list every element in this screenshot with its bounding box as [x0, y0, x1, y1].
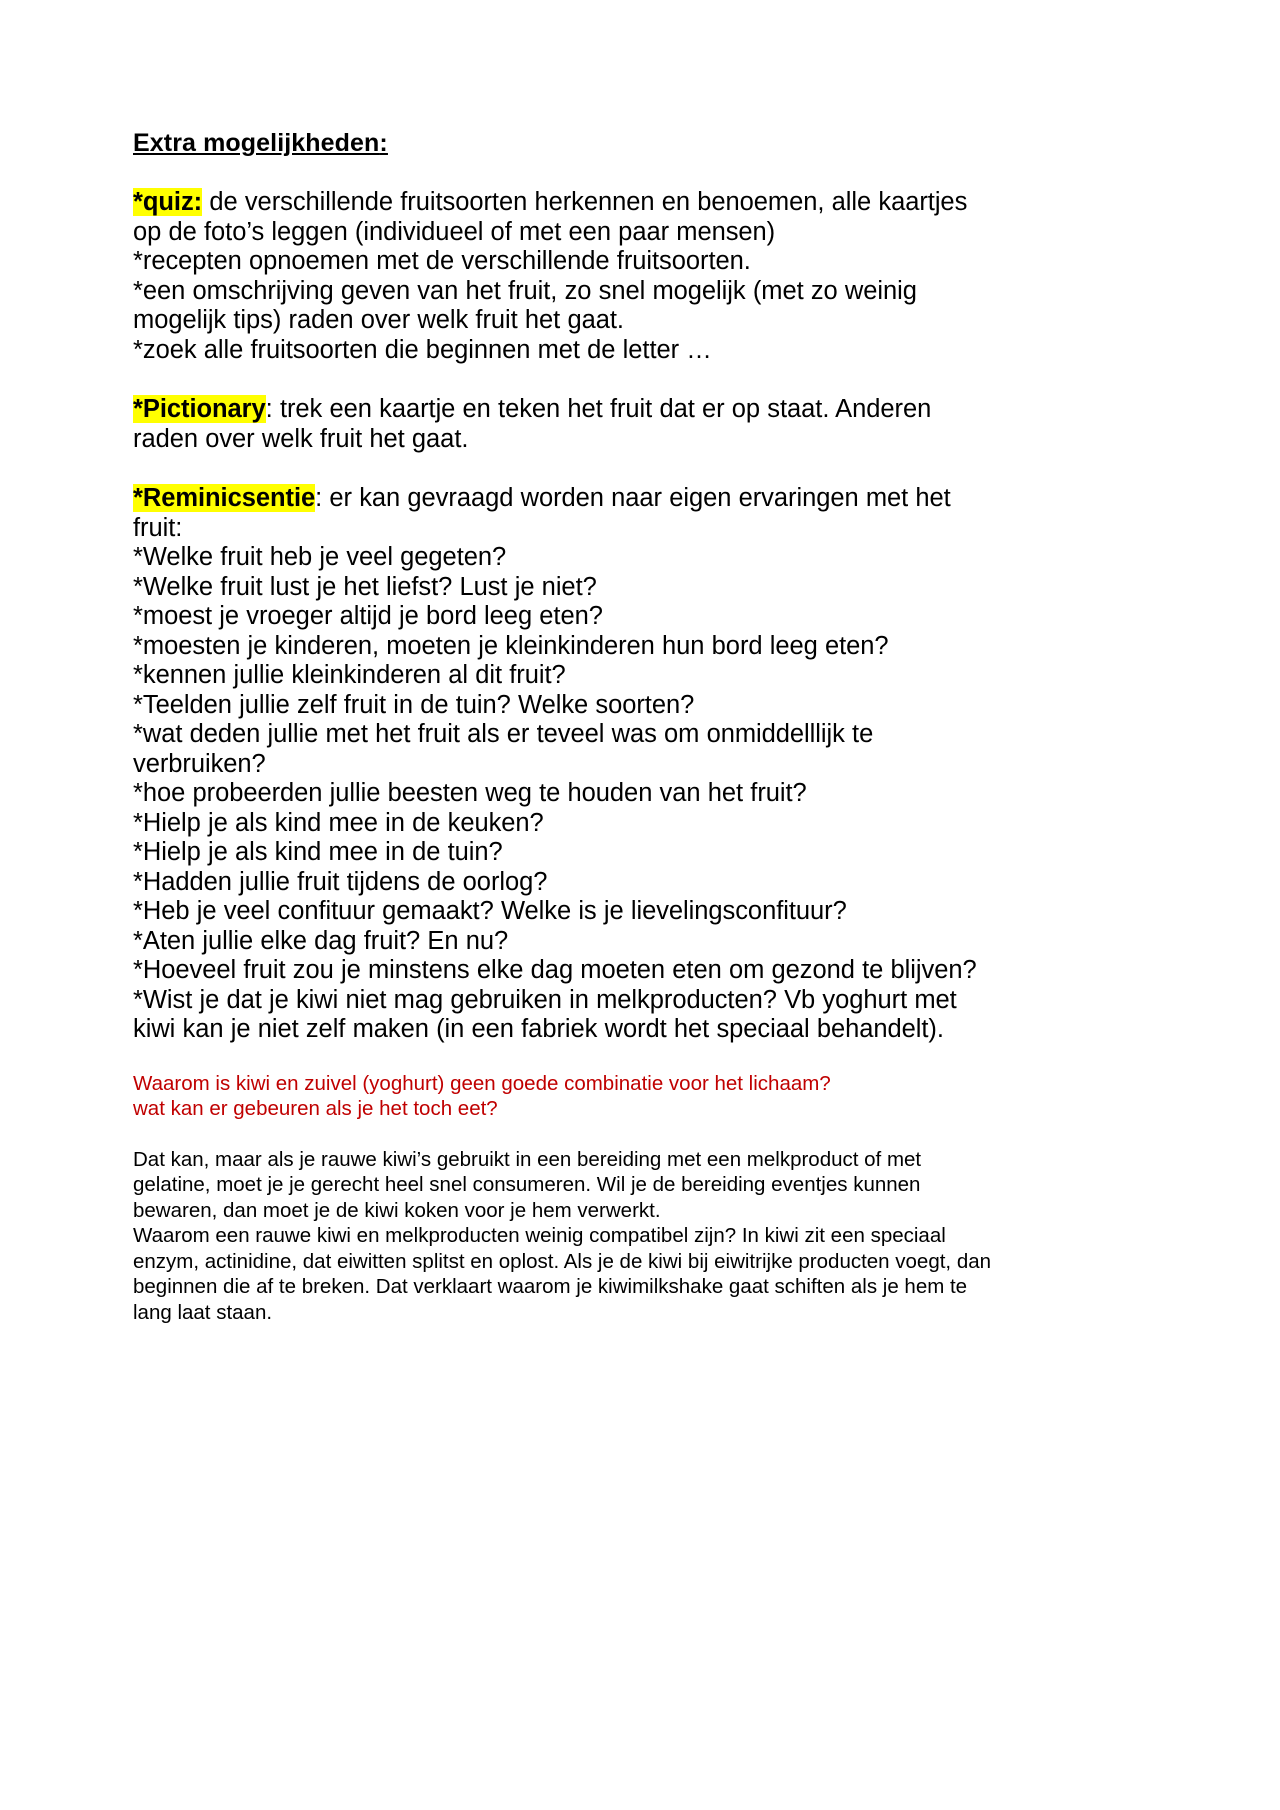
reminicsentie-question: *Welke fruit heb je veel gegeten? — [133, 543, 507, 571]
page-title-colon: : — [379, 129, 388, 157]
reminicsentie-question: *Aten jullie elke dag fruit? En nu? — [133, 926, 509, 955]
reminicsentie-question: *Hielp je als kind mee in de tuin? — [133, 838, 503, 866]
section-quiz — [133, 188, 993, 365]
pictionary-label-colon: : — [265, 395, 273, 423]
pictionary-body: trek een kaartje en teken het fruit dat er op staat. Anderen raden over welk fruit het gaat. — [133, 395, 932, 453]
reminicsentie-question: *Teelden jullie zelf fruit in de tuin? Welke soorten? — [133, 690, 695, 719]
reminicsentie-label-colon: : — [315, 484, 323, 512]
reminicsentie-question: *moesten je kinderen, moeten je kleinkinderen hun bord leeg eten? — [133, 631, 889, 660]
section-reminicsentie — [133, 484, 993, 1045]
red-question-block — [133, 1071, 993, 1121]
reminicsentie-question: *Welke fruit lust je het liefst? Lust je niet? — [133, 572, 597, 601]
quiz-first-line — [133, 188, 993, 247]
red-question-line-2: wat kan er gebeuren als je het toch eet? — [133, 1096, 498, 1120]
spacer — [133, 454, 993, 484]
spacer — [133, 158, 993, 188]
closing-block — [133, 1147, 993, 1326]
reminicsentie-question: *kennen jullie kleinkinderen al dit fruit? — [133, 661, 566, 689]
section-pictionary — [133, 395, 993, 454]
spacer — [133, 1045, 993, 1071]
reminicsentie-question: *Wist je dat je kiwi niet mag gebruiken in melkproducten? Vb yoghurt met kiwi kan je niet zelf maken (in een fabriek wordt het speciaal behandelt). — [133, 985, 957, 1043]
reminicsentie-label: *Reminicsentie — [133, 484, 316, 512]
quiz-label-highlight — [133, 188, 202, 216]
page-title — [133, 128, 993, 158]
reminicsentie-label-highlight — [133, 484, 315, 512]
reminicsentie-question: *Heb je veel confituur gemaakt? Welke is je lievelingsconfituur? — [133, 897, 847, 925]
quiz-line-2: *recepten opnoemen met de verschillende fruitsoorten. — [133, 247, 751, 275]
red-question-line-1: Waarom is kiwi en zuivel (yoghurt) geen goede combinatie voor het lichaam? — [133, 1071, 831, 1095]
reminicsentie-question: *Hadden jullie fruit tijdens de oorlog? — [133, 867, 548, 896]
pictionary-label: *Pictionary — [133, 395, 266, 423]
spacer — [133, 365, 993, 395]
page-title-text: Extra mogelijkheden — [133, 129, 380, 157]
quiz-label-colon: : — [193, 188, 203, 216]
spacer — [133, 1121, 993, 1147]
reminicsentie-question: *hoe probeerden jullie beesten weg te houden van het fruit? — [133, 779, 807, 807]
reminicsentie-intro: er kan gevraagd worden naar eigen ervaringen met het fruit: — [133, 484, 951, 542]
quiz-line-3: *een omschrijving geven van het fruit, zo snel mogelijk (met zo weinig mogelijk tips) raden over welk fruit het gaat. — [133, 276, 917, 334]
reminicsentie-intro-line — [133, 484, 993, 543]
reminicsentie-question: *Hielp je als kind mee in de keuken? — [133, 808, 544, 837]
reminicsentie-question: *wat deden jullie met het fruit als er teveel was om onmiddelllijk te verbruiken? — [133, 720, 874, 778]
quiz-line-4: *zoek alle fruitsoorten die beginnen met de letter … — [133, 335, 712, 364]
quiz-line-1: de verschillende fruitsoorten herkennen en benoemen, alle kaartjes op de foto’s leggen (individueel of met een paar mensen) — [133, 188, 968, 246]
closing-paragraph-2: Waarom een rauwe kiwi en melkproducten weinig compatibel zijn? In kiwi zit een speciaal enzym, actinidine, dat eiwitten splitst en oplost. Als je de kiwi bij eiwitrijke producten voegt, dan beginnen die af te breken. Dat verklaart waarom je kiwimilkshake gaat schiften als je hem te lang laat staan. — [133, 1224, 992, 1324]
closing-paragraph-1: Dat kan, maar als je rauwe kiwi’s gebruikt in een bereiding met een melkproduct of met gelatine, moet je je gerecht heel snel consumeren. Wil je de bereiding eventjes kunnen bewaren, dan moet je de kiwi koken voor je hem verwerkt. — [133, 1147, 922, 1222]
reminicsentie-question: *Hoeveel fruit zou je minstens elke dag moeten eten om gezond te blijven? — [133, 956, 977, 984]
pictionary-label-highlight — [133, 395, 266, 423]
quiz-label: *quiz — [133, 188, 194, 216]
reminicsentie-question: *moest je vroeger altijd je bord leeg eten? — [133, 602, 603, 630]
document-content — [133, 128, 993, 1325]
